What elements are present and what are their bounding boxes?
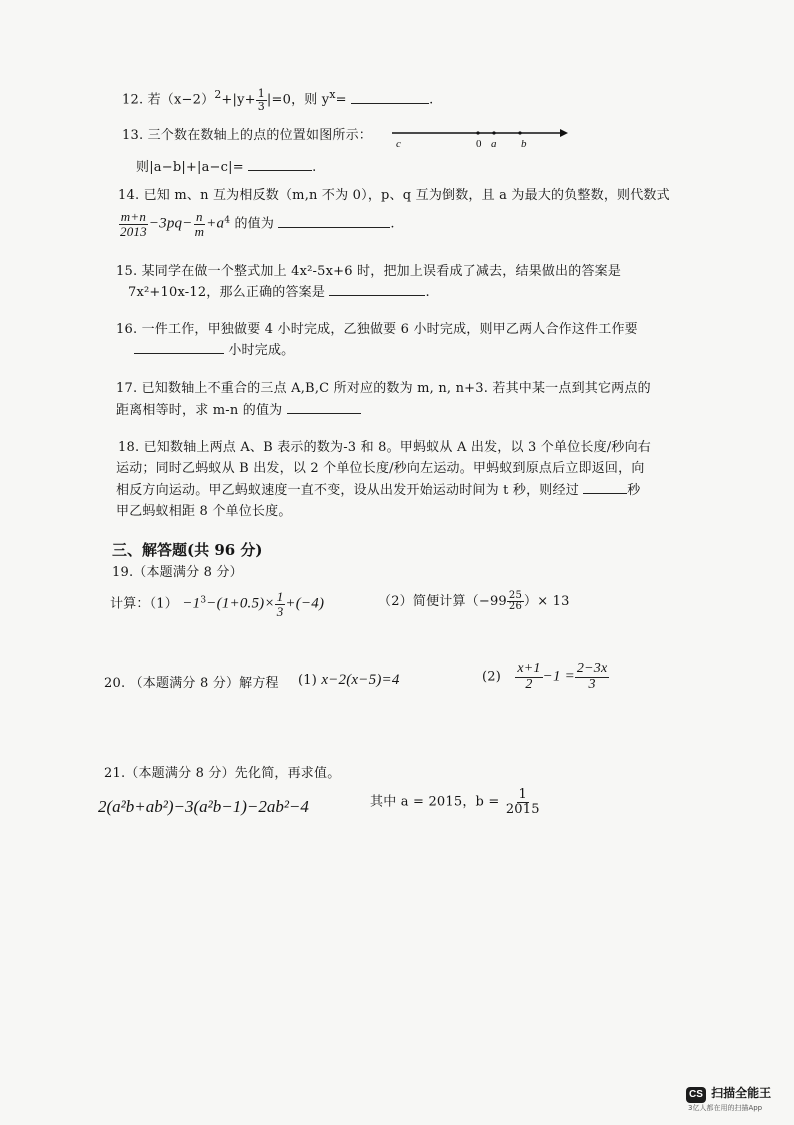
number-line-label-zero: 0 xyxy=(476,138,482,150)
number-line-label-a: a xyxy=(491,138,497,150)
q12-text-b: +|y+ xyxy=(221,92,256,108)
question-14-line2: $\frac{m+n}{2013}$ −3pq− $\frac{n}{m}$ $+a^4$ 的值为 . xyxy=(120,209,395,239)
question-18-line4: 甲乙蚂蚁相距 8 个单位长度。 xyxy=(116,504,292,519)
watermark-slogan: 3亿人都在用的扫描App xyxy=(688,1104,763,1112)
question-15-line2: 7x²+10x-12，那么正确的答案是 . xyxy=(128,285,430,300)
question-18-line2: 运动；同时乙蚂蚁从 B 出发，以 2 个单位长度/秒向左运动。甲蚂蚁到原点后立即返回，向 xyxy=(116,461,645,476)
q19-fraction-2: $\frac{25}{26}$ xyxy=(508,589,523,612)
number-line-label-c: c xyxy=(396,138,401,150)
q12-text-c: |=0，则 y xyxy=(266,92,330,108)
q20-fraction-2: $\frac{2-3x}{3}$ xyxy=(576,661,608,692)
question-13-line2: 则|a−b|+|a−c|= . xyxy=(136,160,317,175)
q18-answer-blank[interactable] xyxy=(583,481,627,494)
section-3-title: 三、解答题(共 96 分) xyxy=(112,541,263,559)
q20-fraction-1: $\frac{x+1}{2}$ xyxy=(517,661,541,692)
q14-fraction-1: $\frac{m+n}{2013}$ xyxy=(120,209,147,239)
question-12: 12. 若$(x-2)^2+|y+$ $\frac{1}{3}$ |=0，则 $y^x=$ . xyxy=(122,87,434,113)
question-17-line1: 17. 已知数轴上不重合的三点 A,B,C 所对应的数为 m, n, n+3. 若其中某一点到其它两点的 xyxy=(116,381,651,396)
question-17-line2: 距离相等时，求 m-n 的值为 xyxy=(116,399,361,418)
question-18-line1: 18. 已知数轴上两点 A、B 表示的数为-3 和 8。甲蚂蚁从 A 出发，以 3 个单位长度/秒向右 xyxy=(118,440,651,455)
q16-answer-blank[interactable] xyxy=(134,341,224,354)
question-14-line1: 14. 已知 m、n 互为相反数（m,n 不为 0），p、q 互为倒数，且 a 为最大的负整数，则代数式 xyxy=(118,188,670,203)
q12-exponent-2: x xyxy=(329,88,336,102)
q12-answer-blank[interactable] xyxy=(351,91,429,104)
question-19-head: 19.（本题满分 8 分） xyxy=(112,565,243,580)
q19-fraction-1: $\frac{1}{3}$ xyxy=(276,589,284,619)
question-13-line1: 13. 三个数在数轴上的点的位置如图所示： xyxy=(122,128,373,143)
scanner-watermark xyxy=(686,1082,771,1103)
q17-answer-blank[interactable] xyxy=(287,401,361,414)
question-20-part-1: (1) x−2(x−5)=4 xyxy=(298,672,400,688)
q21-fraction: $\frac{1}{2015}$ xyxy=(505,787,540,817)
question-21-head: 21.（本题满分 8 分）先化简，再求值。 xyxy=(104,766,341,781)
number-line-arrow xyxy=(560,129,568,137)
question-16-line1: 16. 一件工作，甲独做要 4 小时完成，乙独做要 6 小时完成，则甲乙两人合作这件工作要 xyxy=(116,322,638,337)
q15-answer-blank[interactable] xyxy=(329,283,425,296)
q14-answer-blank[interactable] xyxy=(278,215,390,228)
question-20-head: 20. （本题满分 8 分）解方程 xyxy=(104,676,279,691)
q12-fraction: $\frac{1}{3}$ xyxy=(257,87,265,113)
q14-fraction-2: $\frac{n}{m}$ xyxy=(194,209,205,239)
question-19-part-1: 计算：$(1) -1^3-(1+0.5)\times$ $\frac{1}{3}$ +(−4) xyxy=(110,589,325,619)
q13-answer-blank[interactable] xyxy=(248,158,312,171)
watermark-app-name: 扫描全能王 xyxy=(711,1086,772,1100)
question-19-part-2: （2）简便计算（−99 $\frac{25}{26}$ ）× 13 xyxy=(378,589,570,612)
question-20-part-2: (2) $\frac{x+1}{2}$ −1 = $\frac{2-3x}{3}$ xyxy=(482,661,608,692)
question-21-condition: 其中 a = 2015，b = $\frac{1}{2015}$ xyxy=(370,787,540,817)
q12-text: 12. 若（x−2） xyxy=(122,92,215,108)
camscanner-logo-icon: CS xyxy=(686,1087,706,1103)
question-16-line2: 小时完成。 xyxy=(134,339,294,358)
question-18-line3: 相反方向运动。甲乙蚂蚁速度一直不变，设从出发开始运动时间为 t 秒，则经过 秒 xyxy=(116,483,641,498)
q12-text-d: = xyxy=(335,92,347,108)
number-line-label-b: b xyxy=(521,138,527,150)
question-21-expression: 2(a²b+ab²)−3(a²b−1)−2ab²−4 xyxy=(98,797,309,816)
question-15-line1: 15. 某同学在做一个整式加上 4x²-5x+6 时，把加上误看成了减去，结果做出的答案是 xyxy=(116,264,622,279)
q12-exponent: 2 xyxy=(214,88,222,102)
